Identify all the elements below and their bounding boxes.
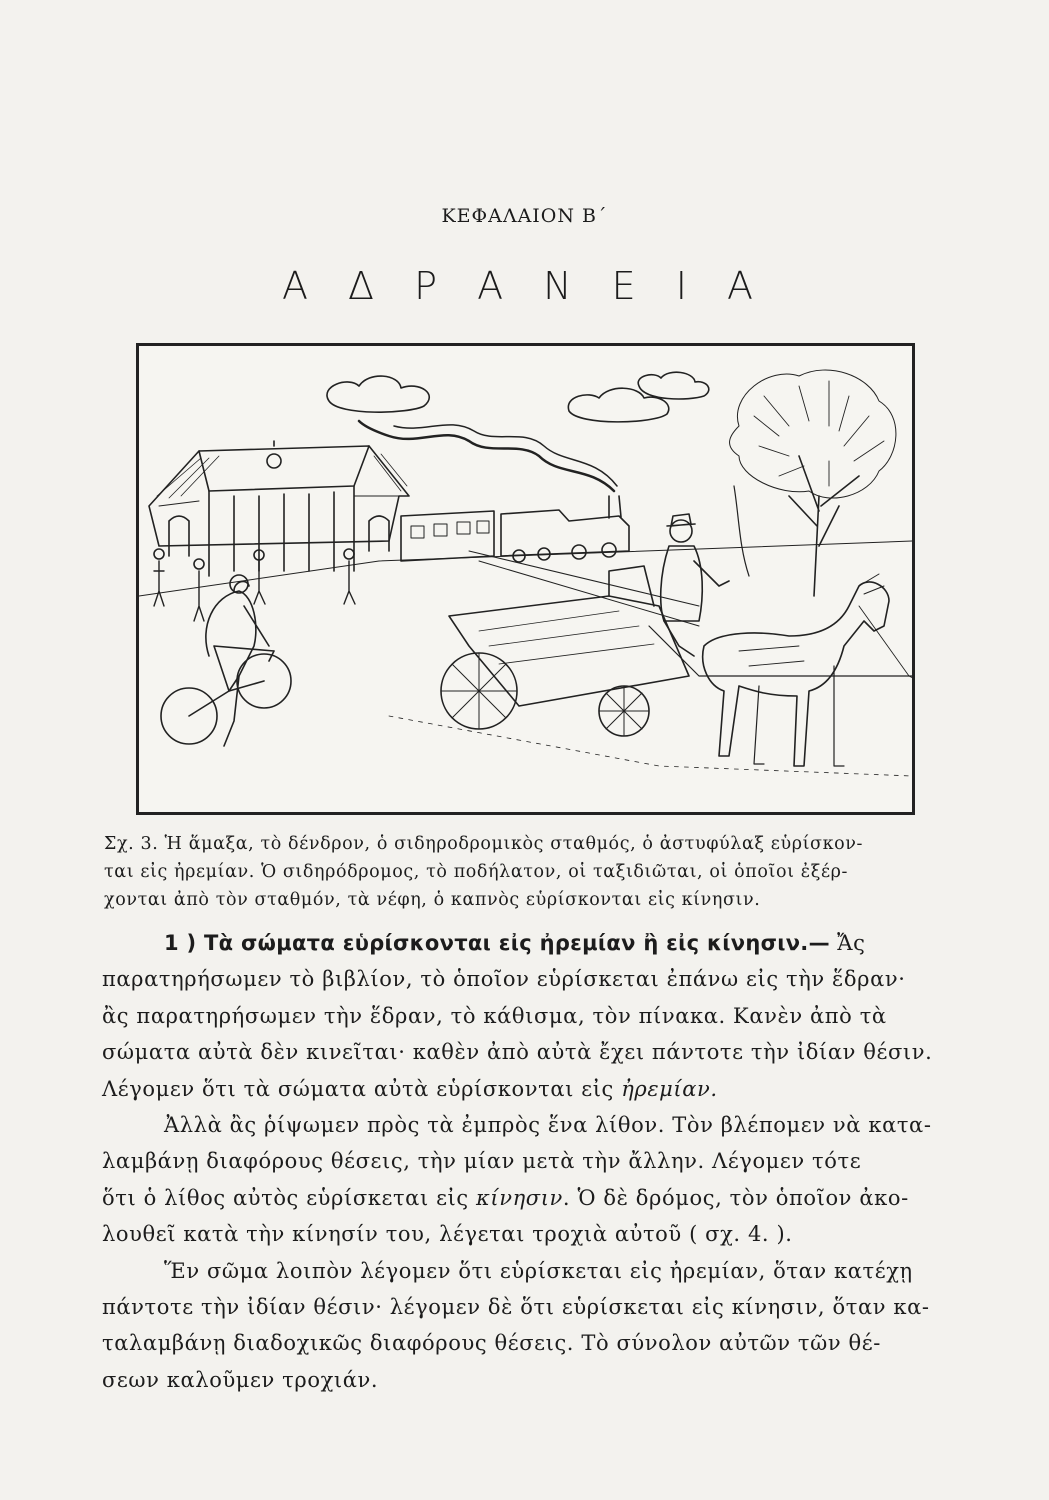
chapter-label: ΚΕΦΑΛΑΙΟΝ Β΄ (441, 205, 608, 227)
paragraph-line: πάντοτε τὴν ἰδίαν θέσιν· λέγομεν δὲ ὅτι εὑρίσκεται εἰς κίνησιν, ὅταν κα- (102, 1295, 930, 1320)
paragraph-line: λουθεῖ κατὰ τὴν κίνησίν του, λέγεται τροχιὰ αὐτοῦ ( σχ. 4. ). (102, 1222, 793, 1247)
paragraph-line: παρατηρήσωμεν τὸ βιβλίον, τὸ ὁποῖον εὑρίσκεται ἐπάνω εἰς τὴν ἕδραν· (102, 967, 906, 992)
show-through-text (360, 100, 366, 119)
paragraph-line (102, 1180, 967, 1216)
paragraph-line: ἂς παρατηρήσωμεν τὴν ἕδραν, τὸ κάθισμα, τὸν πίνακα. Κανὲν ἀπὸ τὰ (102, 1003, 887, 1028)
body-text (102, 925, 967, 1398)
section-heading: 1 ) Τὰ σώματα εὑρίσκονται εἰς ἠρεμίαν ἢ εἰς κίνησιν.— (164, 931, 830, 955)
caption-line: χονται ἀπὸ τὸν σταθμόν, τὰ νέφη, ὁ καπνὸς εὑρίσκονται εἰς κίνησιν. (104, 890, 761, 910)
figure-caption (104, 830, 964, 914)
caption-line: Σχ. 3. Ἡ ἅμαξα, τὸ δένδρον, ὁ σιδηροδρομικὸς σταθμός, ὁ ἀστυφύλαξ εὑρίσκον- (104, 834, 864, 854)
paragraph-line (102, 1071, 967, 1107)
figure-illustration (136, 343, 915, 815)
emphasis-term: κίνησιν (476, 1185, 563, 1210)
section-heading-line (102, 925, 967, 961)
paragraph-line: λαμβάνῃ διαφόρους θέσεις, τὴν μίαν μετὰ τὴν ἄλλην. Λέγομεν τότε (102, 1149, 862, 1174)
paragraph-line: ταλαμβάνῃ διαδοχικῶς διαφόρους θέσεις. Τὸ σύνολον αὐτῶν τῶν θέ- (102, 1331, 881, 1356)
caption-line: ται εἰς ἠρεμίαν. Ὁ σιδηρόδρομος, τὸ ποδήλατον, οἱ ταξιδιῶται, οἱ ὁποῖοι ἐξέρ- (104, 862, 849, 882)
paragraph-line: σεων καλοῦμεν τροχιάν. (102, 1367, 379, 1392)
text-run: ὅτι ὁ λίθος αὐτὸς εὑρίσκεται εἰς (102, 1185, 477, 1210)
text-run: Λέγομεν ὅτι τὰ σώματα αὐτὰ εὑρίσκονται εἰς (102, 1076, 622, 1101)
chapter-title: Α Δ Ρ Α Ν Ε Ι Α (281, 264, 768, 308)
paragraph-line: Ἀλλὰ ἂς ῥίψωμεν πρὸς τὰ ἐμπρὸς ἕνα λίθον. Τὸν βλέπομεν νὰ κατα- (164, 1113, 932, 1138)
emphasis-term: ἠρεμίαν. (621, 1076, 718, 1101)
text-run: . Ὁ δὲ δρόμος, τὸν ὁποῖον ἀκο- (562, 1185, 909, 1210)
paragraph-line: Ἕν σῶμα λοιπὸν λέγομεν ὅτι εὑρίσκεται εἰς ἠρεμίαν, ὅταν κατέχῃ (164, 1258, 913, 1283)
station-scene-drawing (139, 346, 912, 812)
section-heading-tail: Ἄς (829, 931, 866, 955)
paragraph-line: σώματα αὐτὰ δὲν κινεῖται· καθὲν ἀπὸ αὐτὰ ἔχει πάντοτε τὴν ἰδίαν θέσιν. (102, 1040, 933, 1065)
